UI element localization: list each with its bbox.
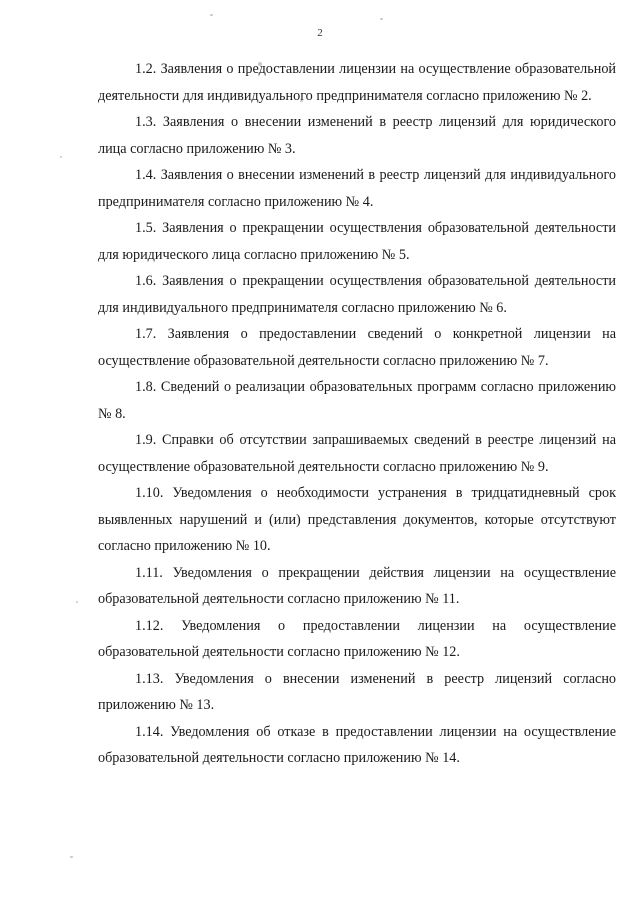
item-number: 1.7. <box>135 326 157 342</box>
list-item <box>98 374 616 427</box>
item-number: 1.9. <box>135 432 157 448</box>
list-item <box>98 480 616 560</box>
page-number: 2 <box>317 27 323 39</box>
item-number: 1.4. <box>135 167 157 183</box>
item-number: 1.2. <box>135 61 157 77</box>
item-text: Уведомления о прекращении действия лицензии на осуществление образовательной деятельности согласно приложению № 11. <box>98 564 616 607</box>
list-item <box>98 56 616 109</box>
item-text: Заявления о внесении изменений в реестр лицензий для индивидуального предпринимателя согласно приложению № 4. <box>98 167 617 210</box>
scan-artifact <box>60 156 62 158</box>
item-text: Уведомления о необходимости устранения в тридцатидневный срок выявленных нарушений и (или) представления документов, которые отсутствуют согласно приложению № 10. <box>98 485 617 554</box>
item-text: Заявления о прекращении осуществления образовательной деятельности для юридического лица согласно приложению № 5. <box>98 220 616 263</box>
list-item <box>98 666 616 719</box>
item-number: 1.11. <box>135 564 163 581</box>
list-item <box>98 613 616 666</box>
item-text: Заявления о внесении изменений в реестр лицензий для юридического лица согласно приложению № 3. <box>98 114 617 157</box>
item-number: 1.14. <box>135 723 164 740</box>
item-text: Справки об отсутствии запрашиваемых сведений в реестре лицензий на осуществление образовательной деятельности согласно приложению № 9. <box>98 432 617 475</box>
item-number: 1.10. <box>135 485 164 501</box>
item-number: 1.3. <box>135 114 157 130</box>
scan-artifact <box>76 601 78 603</box>
document-body <box>98 56 616 772</box>
list-item <box>98 560 616 613</box>
item-text: Заявления о предоставлении лицензии на осуществление образовательной деятельности для индивидуального предпринимателя согласно приложению № 2. <box>98 61 617 104</box>
item-number: 1.5. <box>135 220 157 236</box>
item-text: Заявления о предоставлении сведений о конкретной лицензии на осуществление образовательной деятельности согласно приложению № 7. <box>98 326 616 369</box>
list-item <box>98 109 616 162</box>
list-item <box>98 162 616 215</box>
item-number: 1.13. <box>135 670 164 687</box>
list-item <box>98 215 616 268</box>
item-text: Заявления о прекращении осуществления образовательной деятельности для индивидуального предпринимателя согласно приложению № 6. <box>98 273 616 316</box>
list-item <box>98 427 616 480</box>
list-item <box>98 719 616 772</box>
item-number: 1.8. <box>135 379 157 395</box>
list-item <box>98 321 616 374</box>
item-number: 1.6. <box>135 273 157 289</box>
item-text: Уведомления о предоставлении лицензии на осуществление образовательной деятельности согласно приложению № 12. <box>98 617 616 660</box>
scan-artifact <box>70 856 73 858</box>
scan-artifact <box>380 18 383 20</box>
item-number: 1.12. <box>135 617 164 634</box>
item-text: Сведений о реализации образовательных программ согласно приложению № 8. <box>98 379 617 422</box>
item-text: Уведомления о внесении изменений в реестр лицензий согласно приложению № 13. <box>98 670 617 713</box>
list-item <box>98 268 616 321</box>
item-text: Уведомления об отказе в предоставлении лицензии на осуществление образовательной деятельности согласно приложению № 14. <box>98 723 617 766</box>
scan-artifact <box>210 14 213 16</box>
